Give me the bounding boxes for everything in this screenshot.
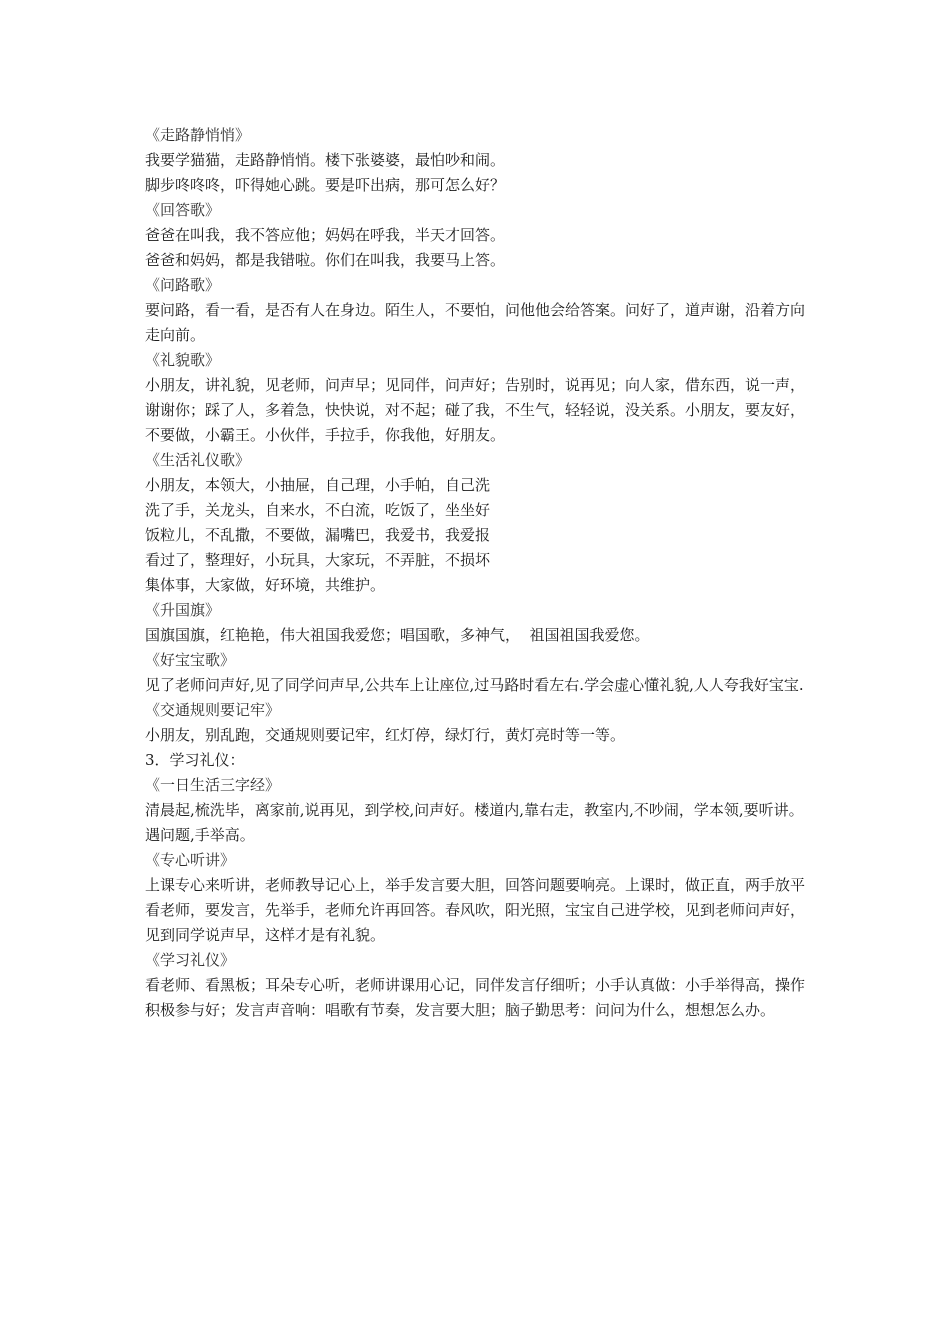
- section-title: 《交通规则要记牢》: [145, 701, 281, 719]
- section-title: 《走路静悄悄》: [145, 126, 251, 144]
- paragraph: 集体事，大家做，好环境，共维护。: [145, 576, 386, 594]
- section-title: 《专心听讲》: [145, 851, 236, 869]
- paragraph: 饭粒儿，不乱撒，不要做，漏嘴巴，我爱书，我爱报: [145, 526, 491, 544]
- section-title: 《一日生活三字经》: [145, 776, 281, 794]
- paragraph: 爸爸在叫我，我不答应他；妈妈在呼我，半天才回答。: [145, 226, 506, 244]
- paragraph: 我要学猫猫，走路静悄悄。楼下张婆婆，最怕吵和闹。: [145, 151, 506, 169]
- paragraph: 小朋友，别乱跑，交通规则要记牢，红灯停，绿灯行，黄灯亮时等一等。: [145, 726, 626, 744]
- paragraph: 国旗国旗，红艳艳，伟大祖国我爱您；唱国歌，多神气， 祖国祖国我爱您。: [145, 626, 650, 644]
- paragraph: 上课专心来听讲，老师教导记心上，举手发言要大胆，回答问题要响亮。上课时，做正直，两手放平看老师，要发言，先举手，老师允许再回答。春风吹，阳光照，宝宝自己进学校，见到老师问声好，见到同学说声早，这样才是有礼貌。: [145, 876, 806, 944]
- section-title: 《升国旗》: [145, 601, 221, 619]
- paragraph: 小朋友，讲礼貌，见老师，问声早；见同伴，问声好；告别时，说再见；向人家，借东西，说一声，谢谢你；踩了人，多着急，快快说，对不起；碰了我，不生气，轻轻说，没关系。小朋友，要友好，不要做，小霸王。小伙伴，手拉手，你我他，好朋友。: [145, 376, 806, 444]
- paragraph: 见了老师问声好,见了同学问声早,公共车上让座位,过马路时看左右.学会虚心懂礼貌,人人夸我好宝宝.: [145, 676, 804, 694]
- section-title: 《生活礼仪歌》: [145, 451, 251, 469]
- section-title: 《礼貌歌》: [145, 351, 221, 369]
- document-body: [145, 123, 815, 1023]
- paragraph: 脚步咚咚咚，吓得她心跳。要是吓出病，那可怎么好？: [145, 176, 506, 194]
- paragraph: 洗了手，关龙头，自来水，不白流，吃饭了，坐坐好: [145, 501, 491, 519]
- section-title: 《好宝宝歌》: [145, 651, 236, 669]
- paragraph: 看老师、看黑板；耳朵专心听，老师讲课用心记，同伴发言仔细听；小手认真做：小手举得高，操作积极参与好；发言声音响：唱歌有节奏，发言要大胆；脑子勤思考：问问为什么，想想怎么办。: [145, 976, 806, 1019]
- section-title: 《回答歌》: [145, 201, 221, 219]
- paragraph: 爸爸和妈妈，都是我错啦。你们在叫我，我要马上答。: [145, 251, 506, 269]
- paragraph: 看过了，整理好，小玩具，大家玩，不弄脏，不损坏: [145, 551, 491, 569]
- section-heading: 3．学习礼仪：: [145, 751, 245, 769]
- section-title: 《问路歌》: [145, 276, 221, 294]
- paragraph: 要问路，看一看，是否有人在身边。陌生人，不要怕，问他他会给答案。问好了，道声谢，沿着方向走向前。: [145, 301, 806, 344]
- paragraph: 清晨起,梳洗毕，离家前,说再见，到学校,问声好。楼道内,靠右走，教室内,不吵闹，学本领,要听讲。遇问题,手举高。: [145, 801, 804, 844]
- section-title: 《学习礼仪》: [145, 951, 236, 969]
- paragraph: 小朋友，本领大，小抽屉，自己理，小手帕，自己洗: [145, 476, 491, 494]
